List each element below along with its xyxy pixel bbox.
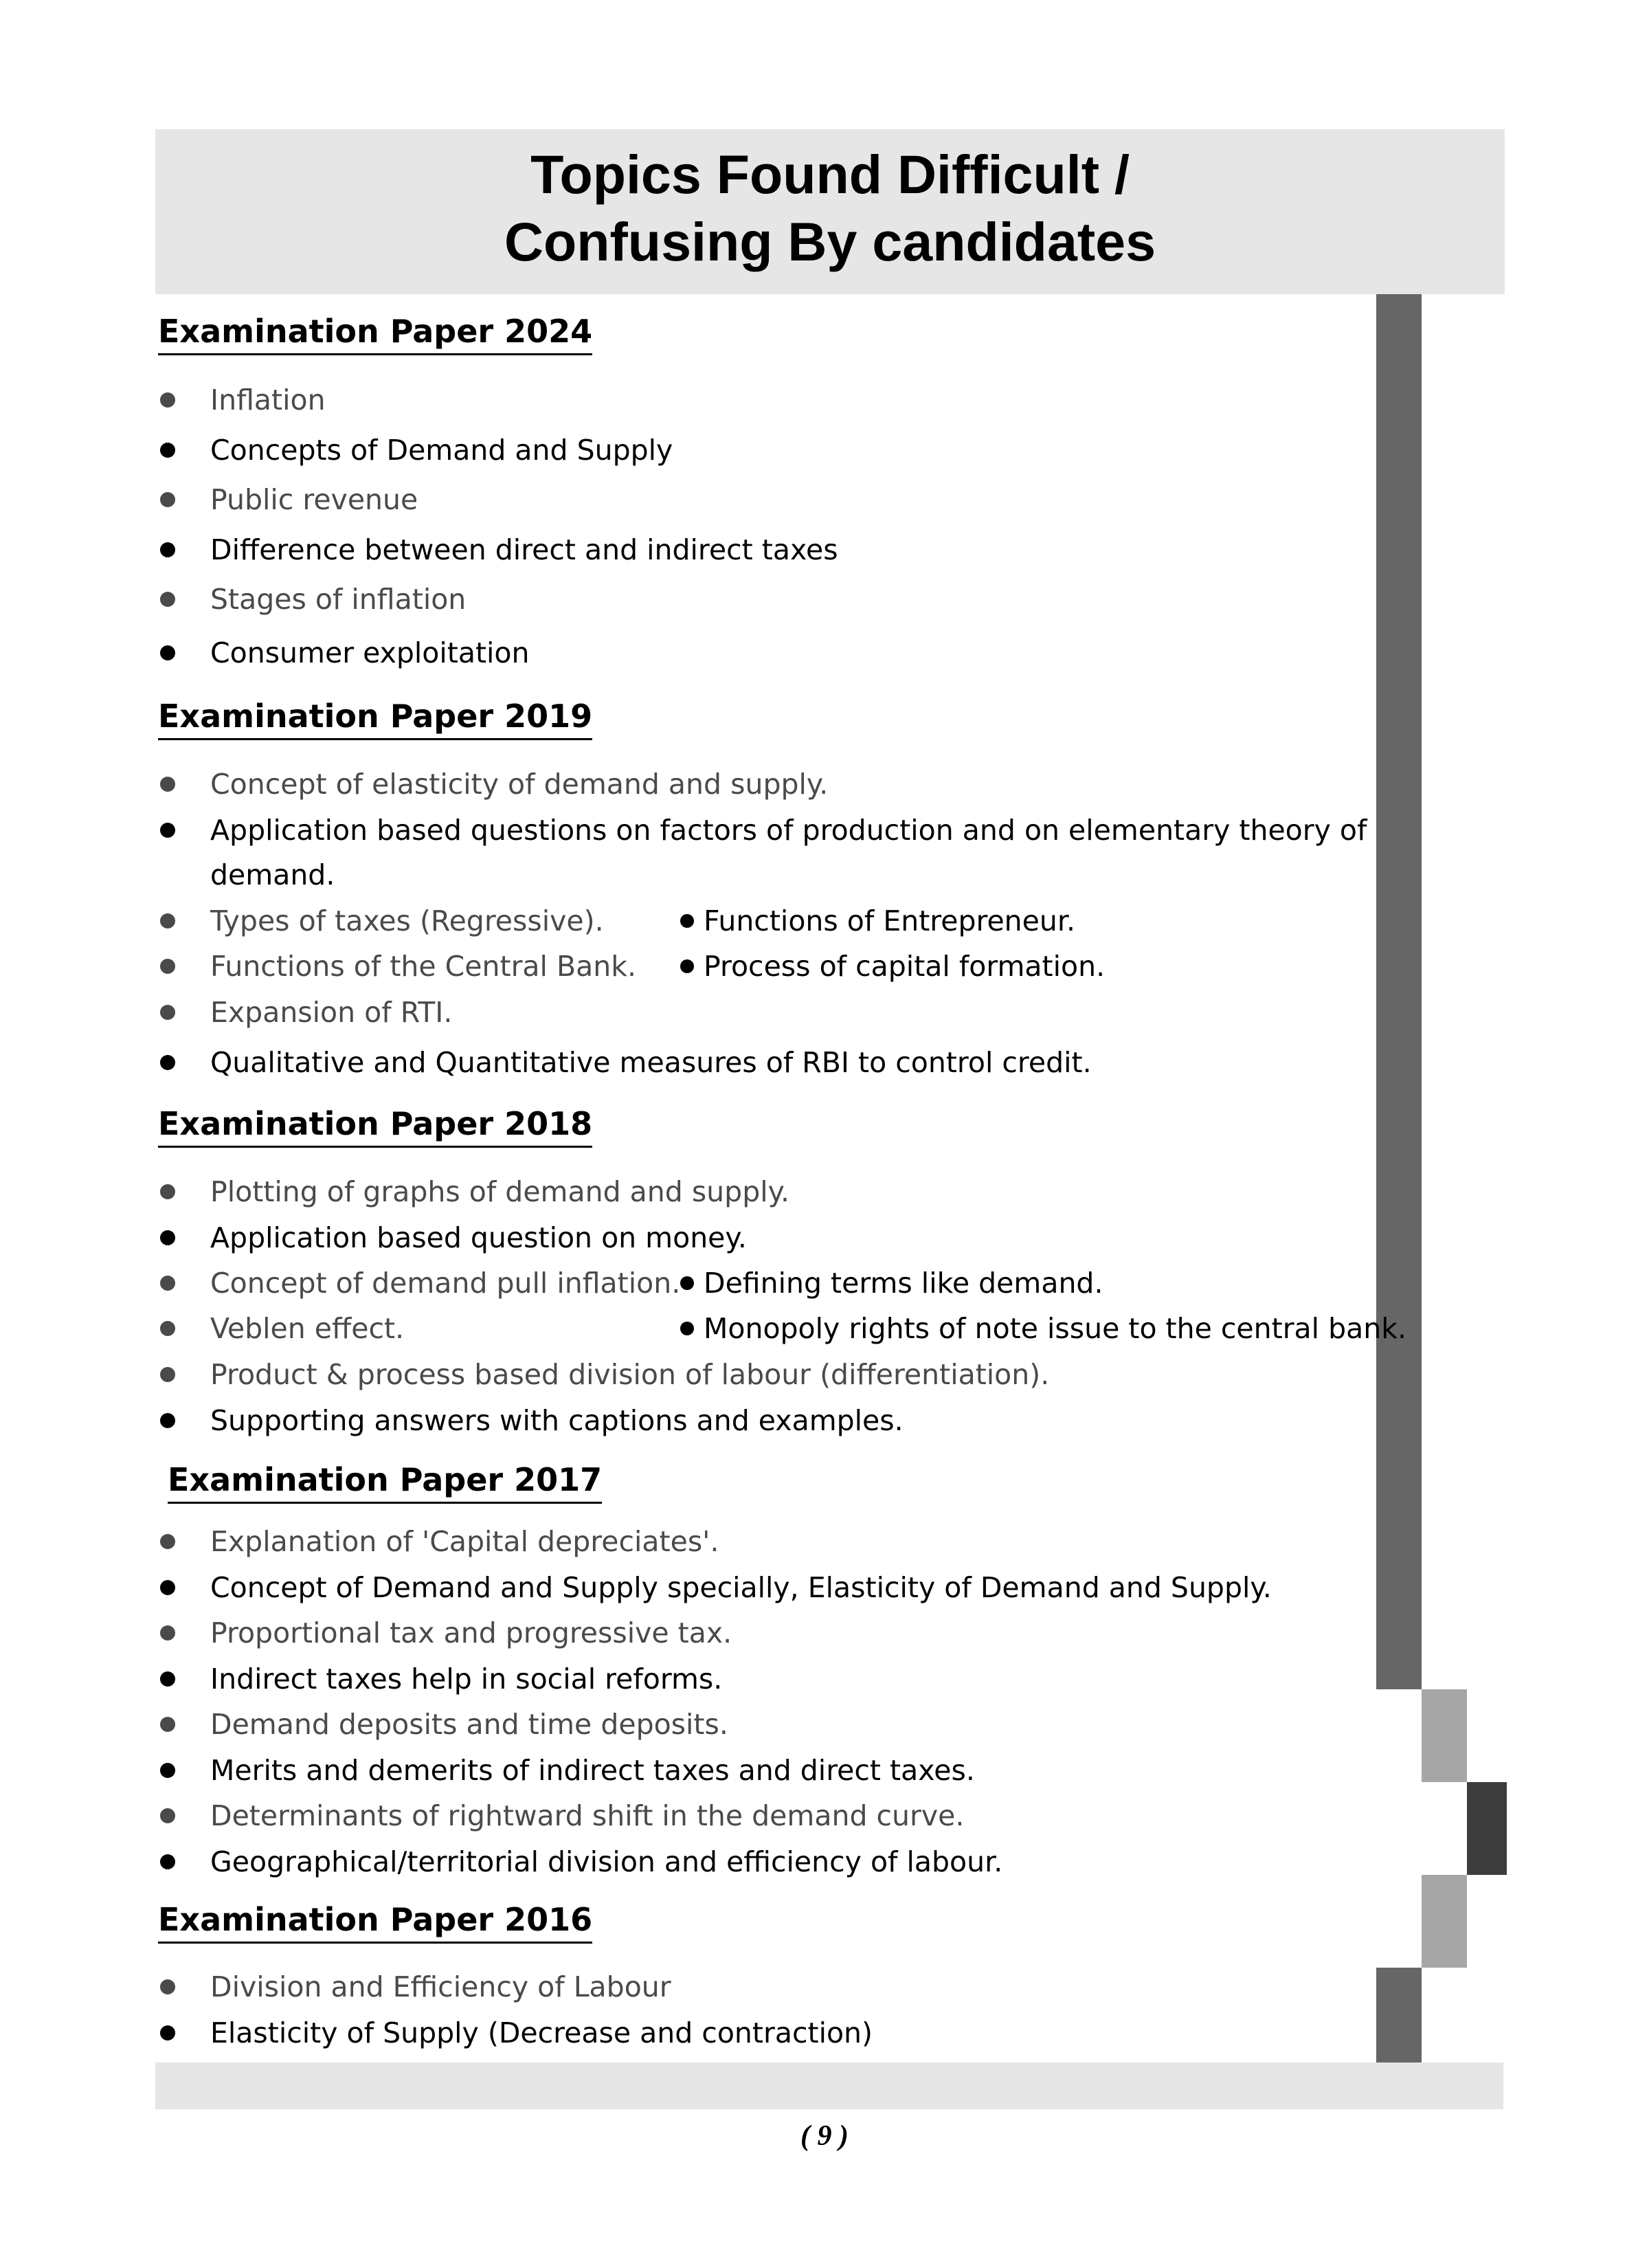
bullet-icon <box>160 1854 175 1869</box>
bullet-icon <box>160 959 175 974</box>
bullet-icon <box>160 1979 175 1994</box>
bullet-icon <box>160 1276 175 1291</box>
side-block-1 <box>1422 1689 1467 1782</box>
section-heading: Examination Paper 2017 <box>168 1459 602 1504</box>
list-item-col2: Defining terms like demand. <box>680 1264 1103 1302</box>
section-heading: Examination Paper 2024 <box>158 311 592 355</box>
bullet-icon <box>160 1534 175 1549</box>
bullet-icon <box>160 777 175 792</box>
bullet-icon <box>160 2025 175 2041</box>
bullet-icon <box>160 1717 175 1732</box>
bullet-icon <box>160 1413 175 1428</box>
bullet-icon <box>160 492 175 507</box>
bullet-icon <box>680 914 694 928</box>
bullet-icon <box>160 1808 175 1823</box>
bullet-icon <box>160 1763 175 1778</box>
section-2017 <box>168 1459 1391 1504</box>
section-heading: Examination Paper 2019 <box>158 696 592 740</box>
section-2024 <box>158 311 1381 355</box>
bullet-icon <box>160 645 175 660</box>
bullet-icon <box>160 443 175 458</box>
bullet-icon <box>160 1580 175 1595</box>
side-block-2 <box>1467 1782 1507 1875</box>
page-number: ( 9 ) <box>800 2120 849 2152</box>
bullet-icon <box>160 1321 175 1336</box>
bullet-icon <box>160 913 175 929</box>
section-heading: Examination Paper 2016 <box>158 1899 592 1944</box>
section-2016 <box>158 1899 1381 1944</box>
bullet-icon <box>160 1184 175 1199</box>
bullet-icon <box>160 1671 175 1687</box>
bullet-icon <box>680 1322 694 1335</box>
bullet-icon <box>680 959 694 973</box>
list-item-col2: Functions of Entrepreneur. <box>680 902 1075 940</box>
footer-band <box>155 2063 1503 2109</box>
bullet-icon <box>160 1367 175 1382</box>
bullet-icon <box>160 1005 175 1020</box>
bullet-icon <box>160 1230 175 1245</box>
bullet-icon <box>160 1625 175 1641</box>
bullet-icon <box>160 592 175 607</box>
side-block-3 <box>1422 1875 1467 1968</box>
page-title <box>155 141 1505 276</box>
section-heading: Examination Paper 2018 <box>158 1103 592 1148</box>
list-item-col2: Monopoly rights of note issue to the central bank. <box>680 1309 1406 1348</box>
page-title-line1: Topics Found Difficult / <box>530 144 1130 205</box>
bullet-icon <box>160 823 175 838</box>
side-block-4 <box>1376 1968 1422 2063</box>
bullet-icon <box>160 1055 175 1070</box>
bullet-icon <box>160 542 175 557</box>
section-2018 <box>158 1103 1381 1148</box>
bullet-icon <box>680 1276 694 1290</box>
page-title-line2: Confusing By candidates <box>504 211 1156 272</box>
section-2019 <box>158 696 1381 740</box>
bullet-icon <box>160 392 175 408</box>
list-item-col2: Process of capital formation. <box>680 947 1105 986</box>
